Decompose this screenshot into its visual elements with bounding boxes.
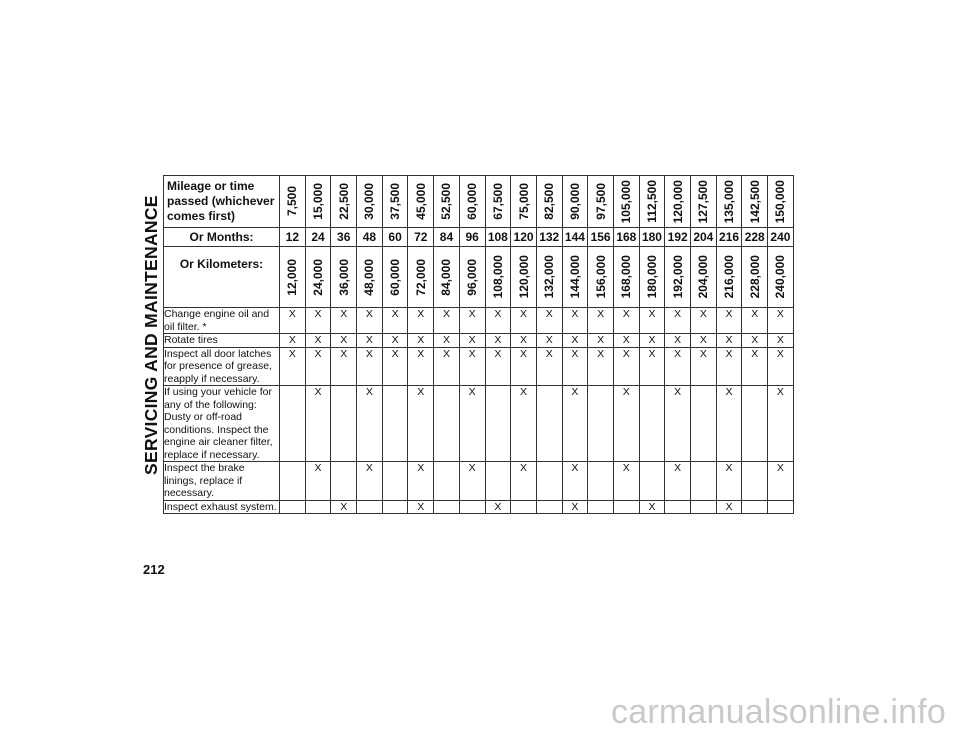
service-mark: X — [691, 347, 717, 386]
service-mark: X — [716, 308, 742, 334]
service-mark: X — [434, 308, 460, 334]
service-mark — [434, 462, 460, 501]
kilometers-value: 168,000 — [619, 255, 634, 299]
service-mark: X — [588, 308, 614, 334]
service-mark: X — [639, 334, 665, 348]
service-mark: X — [357, 334, 383, 348]
service-mark — [691, 462, 717, 501]
mileage-value: 112,500 — [644, 180, 659, 223]
kilometers-value: 180,000 — [644, 255, 659, 299]
service-mark — [588, 386, 614, 462]
kilometers-header-cell — [408, 247, 434, 308]
service-mark: X — [562, 500, 588, 514]
service-mark: X — [691, 334, 717, 348]
service-mark: X — [305, 308, 331, 334]
service-mark — [382, 462, 408, 501]
mileage-value: 67,500 — [490, 183, 505, 220]
service-mark — [382, 386, 408, 462]
service-mark — [331, 386, 357, 462]
service-mark — [357, 500, 383, 514]
service-mark: X — [562, 334, 588, 348]
mileage-value: 30,000 — [362, 183, 377, 220]
service-row — [164, 347, 794, 386]
mileage-value: 135,000 — [722, 179, 737, 224]
service-mark: X — [357, 347, 383, 386]
service-mark — [639, 386, 665, 462]
kilometers-label: Or Kilometers: — [164, 247, 280, 308]
service-mark: X — [305, 462, 331, 501]
service-mark: X — [511, 308, 537, 334]
service-mark: X — [305, 347, 331, 386]
service-description: Change engine oil and oil filter. * — [164, 308, 280, 334]
mileage-value: 127,500 — [696, 179, 711, 224]
months-value: 12 — [280, 228, 306, 247]
service-mark: X — [511, 462, 537, 501]
service-mark: X — [665, 462, 691, 501]
kilometers-header-cell — [691, 247, 717, 308]
service-mark — [588, 500, 614, 514]
kilometers-value: 60,000 — [388, 258, 403, 296]
service-mark: X — [639, 347, 665, 386]
service-row — [164, 334, 794, 348]
service-mark: X — [357, 308, 383, 334]
service-mark: X — [588, 334, 614, 348]
kilometers-value: 12,000 — [285, 258, 300, 296]
service-mark: X — [665, 347, 691, 386]
service-mark: X — [639, 308, 665, 334]
service-mark: X — [331, 334, 357, 348]
months-value: 120 — [511, 228, 537, 247]
mileage-value: 45,000 — [413, 183, 428, 220]
service-description: Inspect exhaust system. — [164, 500, 280, 514]
service-description: Inspect the brake linings, replace if necessary. — [164, 462, 280, 501]
months-value: 96 — [459, 228, 485, 247]
mileage-header-cell — [613, 176, 639, 228]
kilometers-header-cell — [459, 247, 485, 308]
service-mark: X — [382, 308, 408, 334]
service-row — [164, 308, 794, 334]
kilometers-header-cell — [639, 247, 665, 308]
mileage-header-cell — [511, 176, 537, 228]
service-mark — [485, 462, 511, 501]
kilometers-header-cell — [716, 247, 742, 308]
mileage-header-cell — [536, 176, 562, 228]
service-mark: X — [511, 386, 537, 462]
service-mark: X — [357, 462, 383, 501]
service-mark — [536, 386, 562, 462]
service-mark: X — [459, 308, 485, 334]
months-value: 192 — [665, 228, 691, 247]
mileage-header-cell — [382, 176, 408, 228]
service-mark: X — [613, 386, 639, 462]
months-value: 36 — [331, 228, 357, 247]
page-number: 212 — [143, 562, 165, 577]
mileage-value: 37,500 — [388, 183, 403, 220]
service-mark — [665, 500, 691, 514]
mileage-header-cell — [716, 176, 742, 228]
service-mark: X — [459, 347, 485, 386]
service-mark: X — [768, 334, 794, 348]
service-mark: X — [613, 334, 639, 348]
service-mark — [459, 500, 485, 514]
kilometers-value: 120,000 — [516, 255, 531, 299]
service-mark — [331, 462, 357, 501]
months-value: 216 — [716, 228, 742, 247]
service-description: Inspect all door latches for presence of grease, reapply if necessary. — [164, 347, 280, 386]
kilometers-header-cell — [665, 247, 691, 308]
kilometers-header-cell — [305, 247, 331, 308]
service-mark: X — [485, 347, 511, 386]
kilometers-header-cell — [511, 247, 537, 308]
kilometers-value: 204,000 — [696, 255, 711, 299]
kilometers-header-cell — [768, 247, 794, 308]
service-mark: X — [408, 386, 434, 462]
months-value: 228 — [742, 228, 768, 247]
service-mark: X — [280, 308, 306, 334]
service-mark: X — [485, 308, 511, 334]
service-mark: X — [613, 347, 639, 386]
kilometers-value: 228,000 — [747, 255, 762, 299]
kilometers-header-cell — [588, 247, 614, 308]
service-mark: X — [742, 334, 768, 348]
service-mark: X — [768, 462, 794, 501]
service-mark: X — [536, 334, 562, 348]
header-row-months — [164, 228, 794, 247]
kilometers-header-cell — [434, 247, 460, 308]
mileage-value: 105,000 — [619, 179, 634, 224]
months-value: 24 — [305, 228, 331, 247]
mileage-header-cell — [691, 176, 717, 228]
service-mark — [280, 462, 306, 501]
kilometers-header-cell — [382, 247, 408, 308]
months-value: 240 — [768, 228, 794, 247]
kilometers-value: 240,000 — [773, 255, 788, 299]
kilometers-header-cell — [280, 247, 306, 308]
months-label: Or Months: — [164, 228, 280, 247]
service-mark: X — [562, 308, 588, 334]
service-mark — [536, 500, 562, 514]
kilometers-header-cell — [562, 247, 588, 308]
service-mark: X — [691, 308, 717, 334]
months-value: 60 — [382, 228, 408, 247]
service-description: Rotate tires — [164, 334, 280, 348]
service-mark: X — [536, 308, 562, 334]
service-mark — [434, 386, 460, 462]
watermark: carmanualsonline.info — [611, 693, 946, 731]
service-mark — [613, 500, 639, 514]
service-mark: X — [357, 386, 383, 462]
service-mark: X — [665, 386, 691, 462]
service-mark — [280, 386, 306, 462]
service-mark: X — [434, 334, 460, 348]
service-mark: X — [408, 347, 434, 386]
service-mark: X — [408, 500, 434, 514]
kilometers-header-cell — [485, 247, 511, 308]
header-row-kilometers — [164, 247, 794, 308]
service-mark: X — [331, 500, 357, 514]
service-mark — [434, 500, 460, 514]
mileage-header-cell — [331, 176, 357, 228]
service-mark: X — [562, 347, 588, 386]
service-mark: X — [382, 347, 408, 386]
service-mark — [691, 386, 717, 462]
mileage-value: 90,000 — [567, 183, 582, 220]
service-mark: X — [485, 500, 511, 514]
months-value: 156 — [588, 228, 614, 247]
service-row — [164, 500, 794, 514]
service-mark: X — [459, 386, 485, 462]
service-mark — [639, 462, 665, 501]
mileage-header-cell — [768, 176, 794, 228]
service-mark — [485, 386, 511, 462]
mileage-value: 75,000 — [516, 183, 531, 220]
service-mark: X — [742, 308, 768, 334]
mileage-header-cell — [280, 176, 306, 228]
months-value: 108 — [485, 228, 511, 247]
mileage-value: 15,000 — [311, 183, 326, 220]
service-row — [164, 462, 794, 501]
mileage-value: 142,500 — [747, 179, 762, 224]
header-row-mileage — [164, 176, 794, 228]
kilometers-value: 72,000 — [413, 258, 428, 296]
mileage-value: 82,500 — [542, 183, 557, 220]
service-mark — [742, 500, 768, 514]
service-mark: X — [485, 334, 511, 348]
kilometers-header-cell — [536, 247, 562, 308]
kilometers-value: 24,000 — [311, 258, 326, 296]
mileage-label: Mileage or time passed (whichever comes first) — [164, 176, 280, 228]
service-mark: X — [639, 500, 665, 514]
service-mark — [305, 500, 331, 514]
months-value: 84 — [434, 228, 460, 247]
kilometers-value: 84,000 — [439, 258, 454, 296]
kilometers-value: 108,000 — [490, 255, 505, 299]
months-value: 72 — [408, 228, 434, 247]
service-mark — [742, 462, 768, 501]
kilometers-value: 192,000 — [670, 255, 685, 299]
kilometers-header-cell — [331, 247, 357, 308]
service-mark: X — [408, 462, 434, 501]
service-mark — [691, 500, 717, 514]
mileage-header-cell — [305, 176, 331, 228]
kilometers-value: 96,000 — [465, 258, 480, 296]
service-mark: X — [511, 334, 537, 348]
mileage-header-cell — [639, 176, 665, 228]
service-mark: X — [716, 347, 742, 386]
mileage-value: 60,000 — [465, 183, 480, 220]
kilometers-value: 48,000 — [362, 258, 377, 296]
mileage-value: 150,000 — [773, 179, 788, 224]
service-mark: X — [408, 334, 434, 348]
kilometers-header-cell — [357, 247, 383, 308]
service-mark: X — [511, 347, 537, 386]
kilometers-value: 144,000 — [567, 255, 582, 299]
service-mark: X — [613, 308, 639, 334]
service-mark: X — [305, 334, 331, 348]
service-mark — [742, 386, 768, 462]
service-mark — [280, 500, 306, 514]
service-mark: X — [562, 462, 588, 501]
service-mark: X — [588, 347, 614, 386]
service-description: If using your vehicle for any of the following: Dusty or off-road conditions. Inspect the engine air cleaner filter, replace if necessary. — [164, 386, 280, 462]
maintenance-schedule-table — [163, 175, 794, 514]
service-mark: X — [716, 334, 742, 348]
service-mark — [588, 462, 614, 501]
months-value: 204 — [691, 228, 717, 247]
months-value: 168 — [613, 228, 639, 247]
service-mark: X — [768, 386, 794, 462]
service-mark: X — [716, 386, 742, 462]
service-mark — [382, 500, 408, 514]
service-mark: X — [768, 308, 794, 334]
mileage-value: 7,500 — [285, 186, 300, 217]
mileage-header-cell — [485, 176, 511, 228]
mileage-header-cell — [665, 176, 691, 228]
mileage-header-cell — [434, 176, 460, 228]
service-mark: X — [768, 347, 794, 386]
service-mark: X — [613, 462, 639, 501]
months-value: 180 — [639, 228, 665, 247]
service-mark: X — [536, 347, 562, 386]
mileage-header-cell — [357, 176, 383, 228]
service-mark: X — [716, 462, 742, 501]
service-mark: X — [408, 308, 434, 334]
service-mark: X — [562, 386, 588, 462]
service-mark: X — [331, 308, 357, 334]
mileage-header-cell — [742, 176, 768, 228]
service-mark — [768, 500, 794, 514]
mileage-header-cell — [562, 176, 588, 228]
kilometers-value: 36,000 — [336, 258, 351, 296]
mileage-header-cell — [408, 176, 434, 228]
kilometers-header-cell — [613, 247, 639, 308]
service-mark: X — [459, 462, 485, 501]
service-mark: X — [280, 347, 306, 386]
mileage-value: 97,500 — [593, 183, 608, 220]
mileage-header-cell — [459, 176, 485, 228]
months-value: 144 — [562, 228, 588, 247]
service-mark: X — [331, 347, 357, 386]
service-row — [164, 386, 794, 462]
service-mark: X — [665, 308, 691, 334]
service-mark — [511, 500, 537, 514]
service-mark: X — [665, 334, 691, 348]
section-title-text: SERVICING AND MAINTENANCE — [141, 195, 161, 475]
service-mark: X — [434, 347, 460, 386]
service-mark: X — [280, 334, 306, 348]
months-value: 132 — [536, 228, 562, 247]
kilometers-value: 132,000 — [542, 255, 557, 299]
mileage-value: 120,000 — [670, 179, 685, 224]
mileage-header-cell — [588, 176, 614, 228]
service-mark: X — [716, 500, 742, 514]
service-mark: X — [382, 334, 408, 348]
service-mark — [536, 462, 562, 501]
months-value: 48 — [357, 228, 383, 247]
service-mark: X — [742, 347, 768, 386]
service-mark: X — [459, 334, 485, 348]
kilometers-header-cell — [742, 247, 768, 308]
mileage-value: 22,500 — [336, 183, 351, 220]
mileage-value: 52,500 — [439, 183, 454, 220]
kilometers-value: 156,000 — [593, 255, 608, 299]
service-mark: X — [305, 386, 331, 462]
kilometers-value: 216,000 — [722, 255, 737, 299]
